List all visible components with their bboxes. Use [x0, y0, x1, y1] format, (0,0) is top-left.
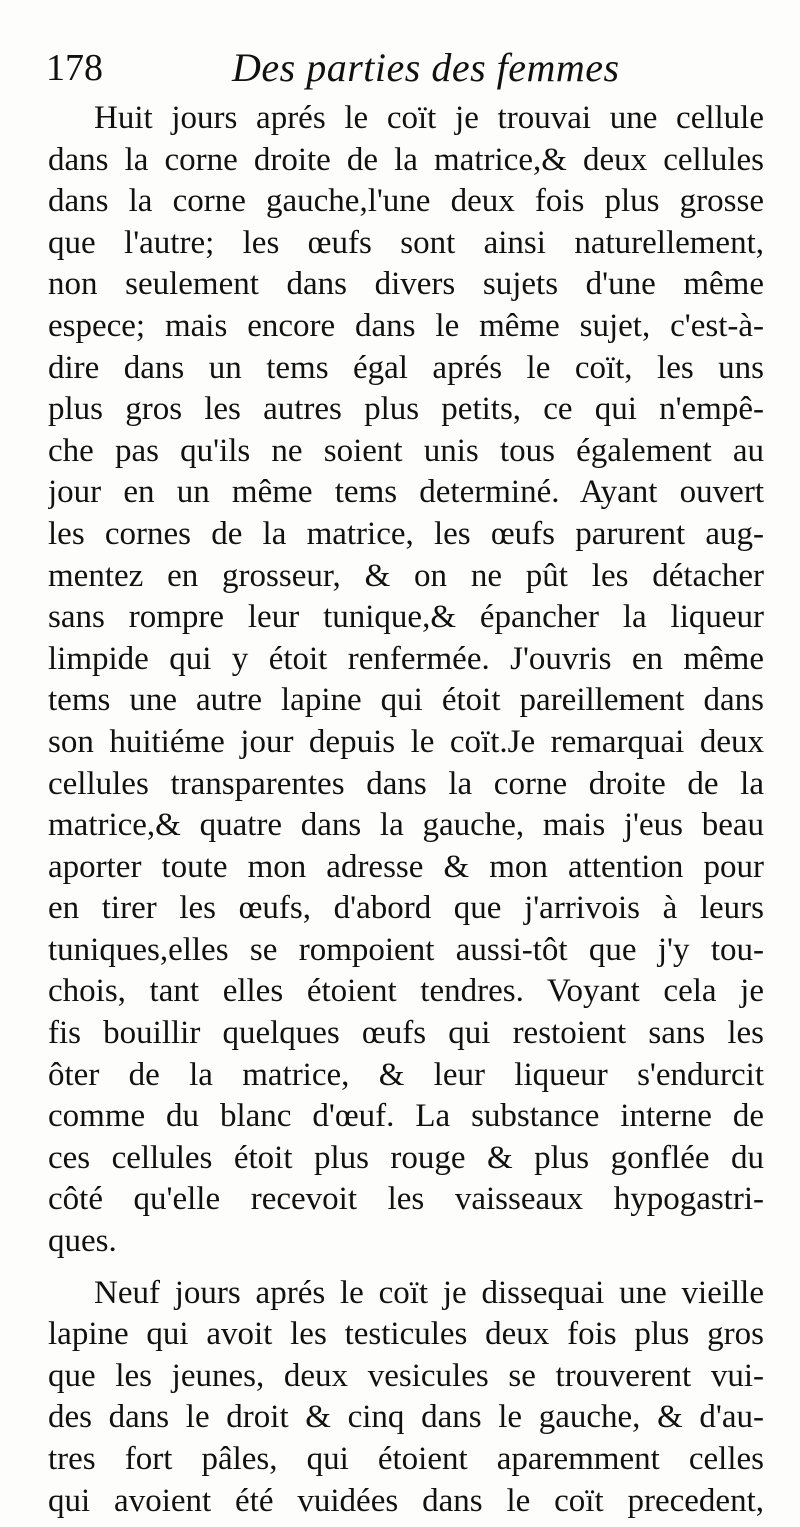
body-text — [48, 98, 764, 1522]
text-line: tres fort pâles, qui étoient aparemment celles — [48, 1441, 764, 1477]
text-line: en tirer les œufs, d'abord que j'arrivois à leurs — [48, 890, 764, 927]
text-line: que les jeunes, deux vesicules se trouverent vui- — [48, 1357, 764, 1394]
text-line: limpide qui y étoit renfermée. J'ouvris en même — [48, 640, 764, 677]
text-line: des dans le droit & cinq dans le gauche, & d'au- — [48, 1399, 764, 1436]
running-head: Des parties des femmes — [232, 45, 620, 90]
text-line: ques. — [48, 1223, 117, 1260]
page-number: 178 — [46, 47, 103, 89]
text-line: que l'autre; les œufs sont ainsi naturellement, — [48, 224, 764, 261]
text-line: matrice,& quatre dans la gauche, mais j'eus beau — [48, 807, 764, 844]
text-line: non seulement dans divers sujets d'une même — [48, 266, 764, 303]
text-line: qui avoient été vuidées dans le coït precedent, — [48, 1482, 764, 1519]
text-line: ôter de la matrice, & leur liqueur s'endurcit — [48, 1056, 764, 1093]
text-line: chois, tant elles étoient tendres. Voyant cela je — [48, 973, 764, 1010]
text-line: Neuf jours aprés le coït je dissequai une vieille — [94, 1274, 764, 1311]
text-line: jour en un même tems determiné. Ayant ouvert — [48, 474, 764, 511]
text-line: che pas qu'ils ne soient unis tous également au — [48, 432, 764, 469]
text-line: son huitiéme jour depuis le coït.Je remarquai deux — [48, 723, 764, 760]
text-line: dans la corne gauche,l'une deux fois plus grosse — [48, 183, 764, 220]
text-line: mentez en grosseur, & on ne pût les détacher — [48, 557, 764, 594]
text-line: plus gros les autres plus petits, ce qui n'empê- — [48, 391, 764, 428]
text-line: comme du blanc d'œuf. La substance interne de — [48, 1098, 764, 1135]
text-line: les cornes de la matrice, les œufs parurent aug- — [48, 515, 764, 552]
text-line: fis bouillir quelques œufs qui restoient sans les — [48, 1015, 764, 1052]
paragraph-1 — [48, 98, 764, 1263]
text-line: lapine qui avoit les testicules deux fois plus gros — [48, 1316, 764, 1353]
text-line: ces cellules étoit plus rouge & plus gonflée du — [48, 1139, 764, 1176]
paragraph-2 — [48, 1273, 764, 1523]
text-line: Huit jours aprés le coït je trouvai une cellule — [94, 100, 764, 136]
text-line: côté qu'elle recevoit les vaisseaux hypogastri- — [48, 1181, 764, 1218]
text-line: espece; mais encore dans le même sujet, c'est-à- — [48, 307, 764, 344]
page-header — [46, 40, 766, 96]
text-line: aporter toute mon adresse & mon attention pour — [48, 848, 764, 885]
text-line: cellules transparentes dans la corne droite de la — [48, 765, 764, 802]
text-line: tems une autre lapine qui étoit pareillement dans — [48, 682, 764, 719]
text-line: tuniques,elles se rompoient aussi-tôt que j'y tou- — [48, 931, 764, 968]
text-line: dire dans un tems égal aprés le coït, les uns — [48, 349, 764, 386]
text-line: dans la corne droite de la matrice,& deux cellules — [48, 141, 764, 178]
text-line: sans rompre leur tunique,& épancher la liqueur — [48, 599, 764, 636]
